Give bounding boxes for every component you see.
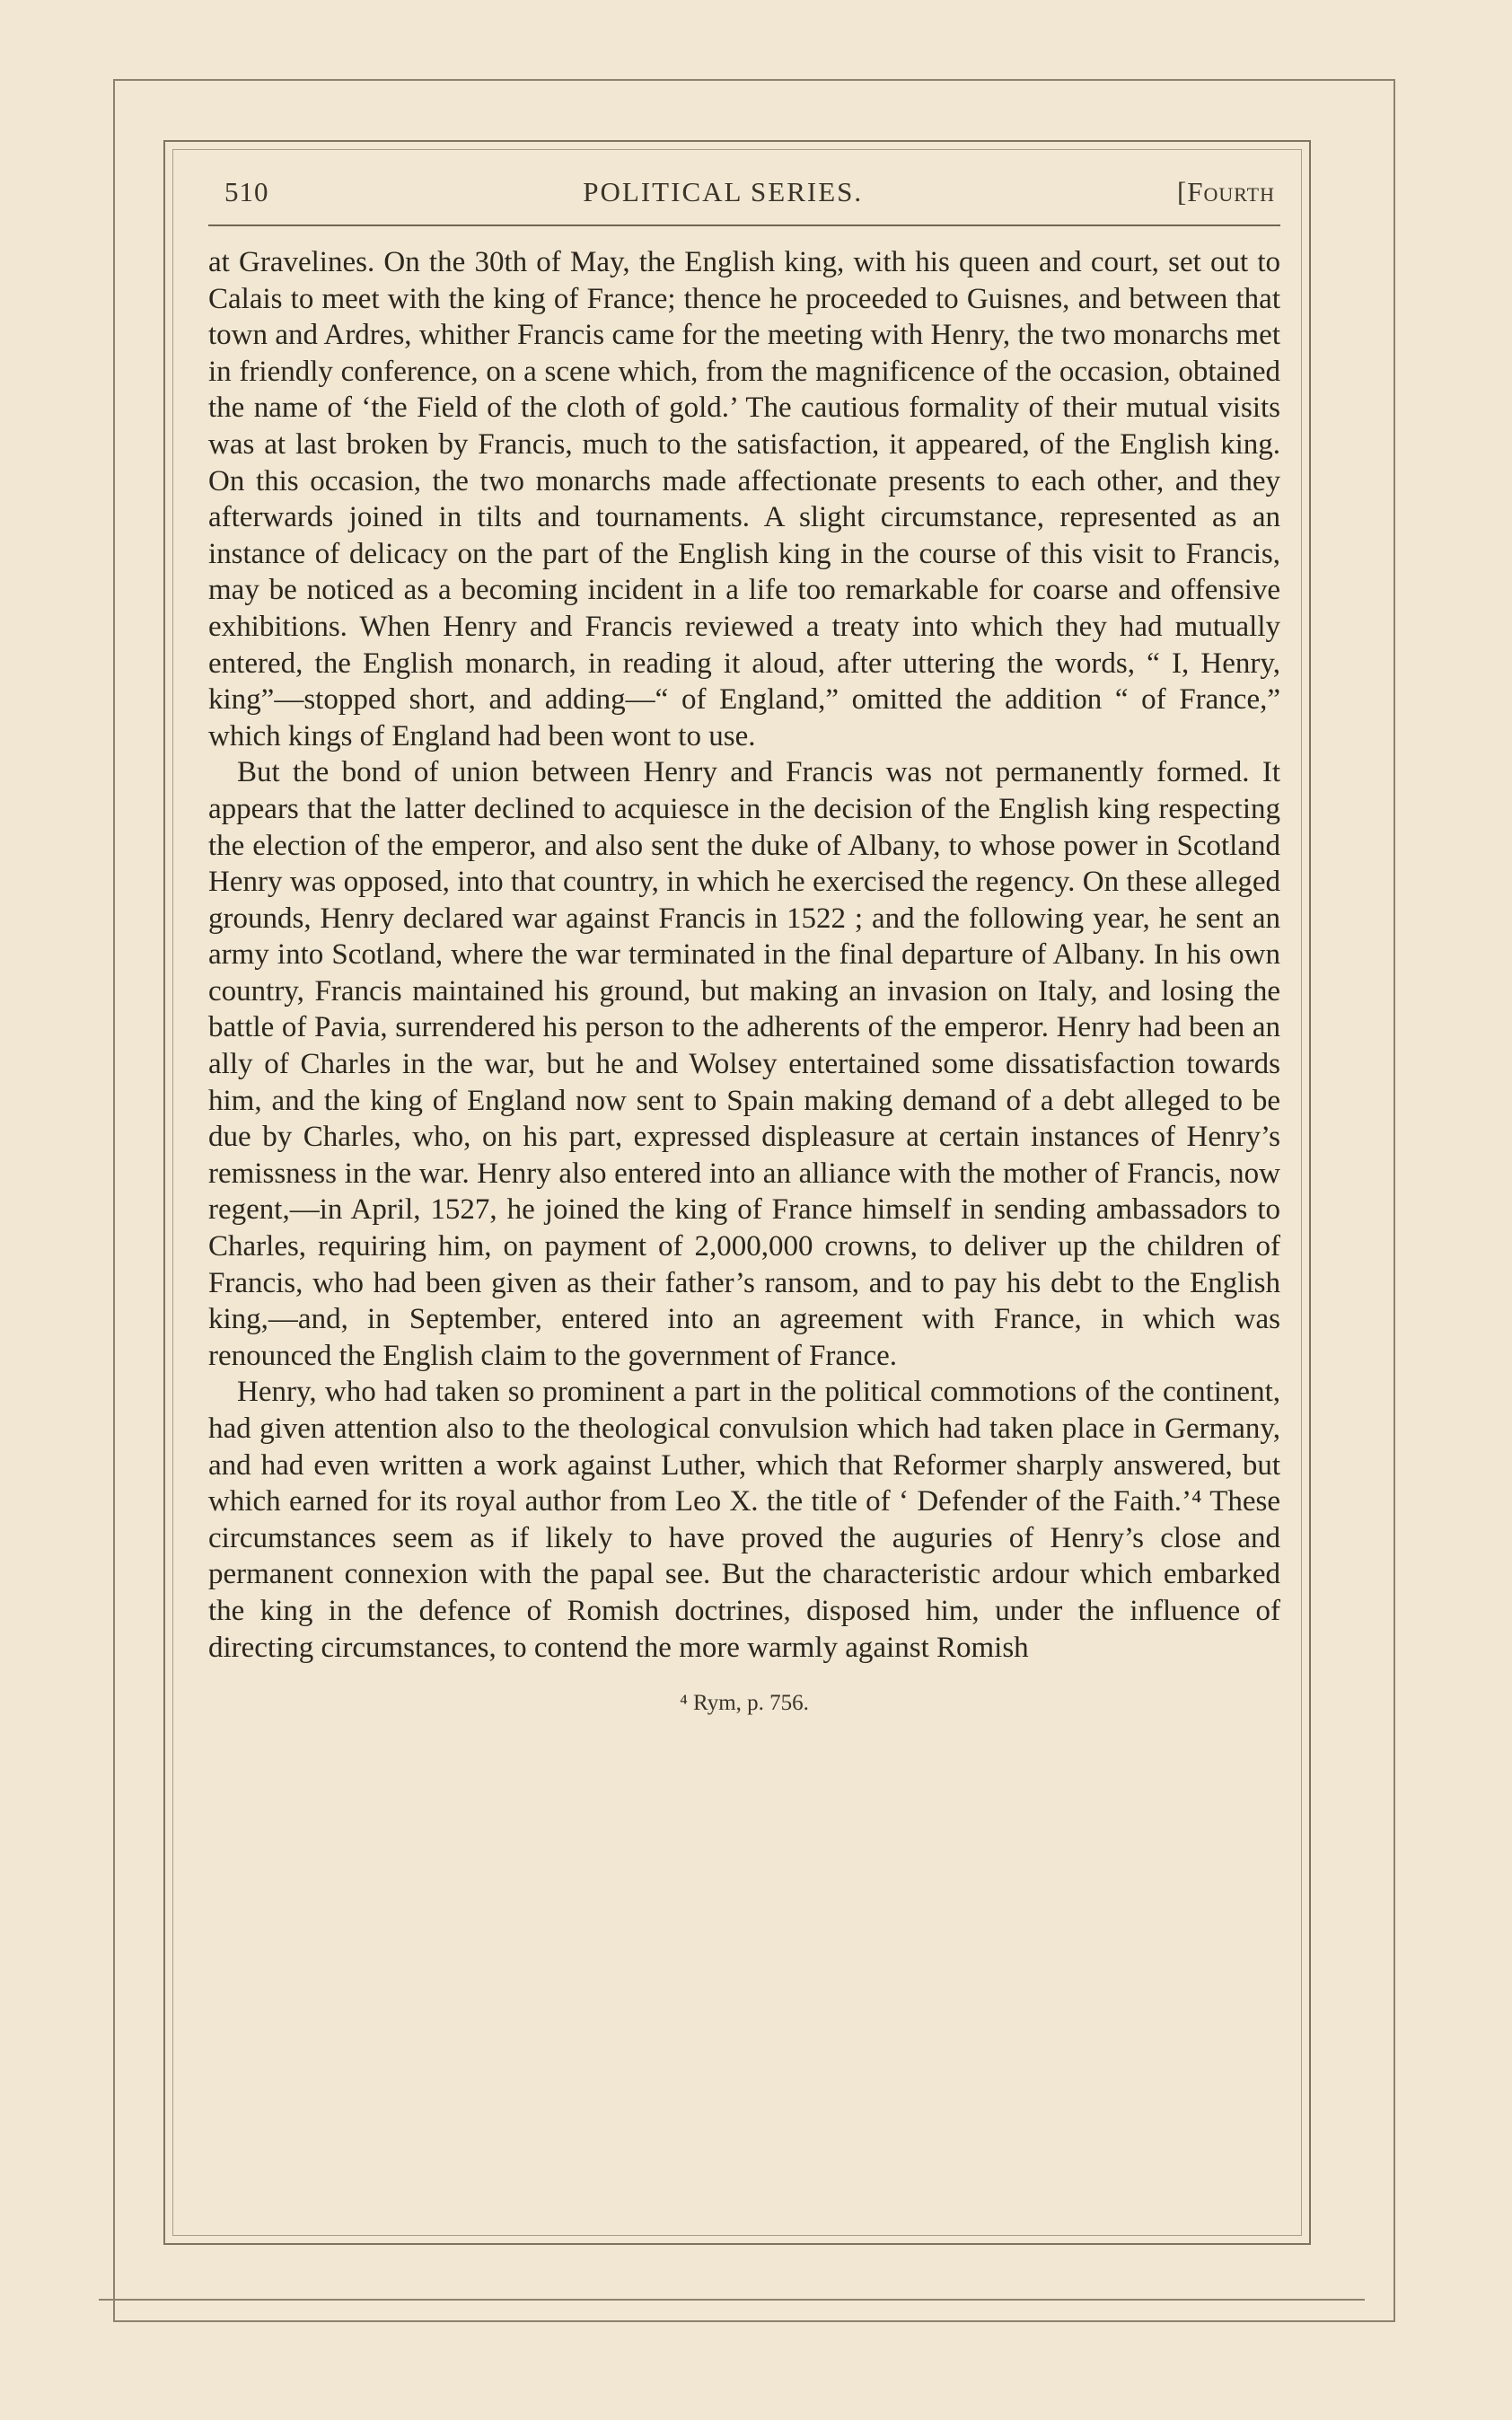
- footnote: ⁴ Rym, p. 756.: [680, 1691, 809, 1716]
- body-text: [208, 244, 1280, 1666]
- bottom-rule: [99, 2299, 1365, 2301]
- book-page: [208, 176, 1280, 1716]
- paragraph-bond-of-union: But the bond of union between Henry and Francis was not permanently formed. It appears that the latter declined to acquiesce in the decision of the English king respecting the election of the emperor, and also sent the duke of Albany, to whose power in Scotland Henry was opposed, into that country, in which he exercised the regency. On these alleged grounds, Henry declared war against Francis in 1522 ; and the following year, he sent an army into Scotland, where the war terminated in the final departure of Albany. In his own country, Francis maintained his ground, but making an invasion on Italy, and losing the battle of Pavia, surrendered his person to the adherents of the emperor. Henry had been an ally of Charles in the war, but he and Wolsey entertained some dissatisfaction towards him, and the king of England now sent to Spain making demand of a debt alleged to be due by Charles, who, on his part, expressed displeasure at certain instances of Henry’s remissness in the war. Henry also entered into an alliance with the mother of Francis, now regent,—in April, 1527, he joined the king of France himself in sending ambassadors to Charles, requiring him, on payment of 2,000,000 crowns, to deliver up the children of Francis, who had been given as their father’s ransom, and to pay his debt to the English king,—and, in September, entered into an agreement with France, in which was renounced the English claim to the government of France.: [208, 756, 1280, 1372]
- header-rule: [208, 224, 1280, 226]
- page-number: 510: [224, 176, 269, 207]
- paragraph-continuation: at Gravelines. On the 30th of May, the English king, with his queen and court, set out to Calais to meet with the king of France; thence he proceeded to Guisnes, and between that town and Ardres, whither Francis came for the meeting with Henry, the two monarchs met in friendly conference, on a scene which, from the magnificence of the occasion, obtained the name of ‘the Field of the cloth of gold.’ The cautious formality of their mutual visits was at last broken by Francis, much to the satisfaction, it appeared, of the English king. On this occasion, the two monarchs made affectionate presents to each other, and they afterwards joined in tilts and tournaments. A slight circumstance, represented as an instance of delicacy on the part of the English king in the course of this visit to Francis, may be noticed as a becoming incident in a life too remarkable for coarse and offensive exhibitions. When Henry and Francis reviewed a treaty into which they had mutually entered, the English monarch, in reading it aloud, after uttering the words, “ I, Henry, king”—stopped short, and adding—“ of England,” omitted the addition “ of France,” which kings of England had been wont to use.: [208, 246, 1280, 752]
- running-head: [208, 176, 1280, 219]
- running-title: POLITICAL SERIES.: [583, 176, 864, 207]
- paragraph-theological: Henry, who had taken so prominent a part in the political commotions of the continent, had given attention also to the theological convulsion which had taken place in Germany, and had even written a work against Luther, which that Reformer sharply answered, but which earned for its royal author from Leo X. the title of ‘ Defender of the Faith.’⁴ These circumstances seem as if likely to have proved the auguries of Henry’s close and permanent connexion with the papal see. But the characteristic ardour which embarked the king in the defence of Romish doctrines, disposed him, under the influence of directing circumstances, to contend the more warmly against Romish: [208, 1376, 1280, 1664]
- section-marker: [Fourth: [1176, 176, 1275, 207]
